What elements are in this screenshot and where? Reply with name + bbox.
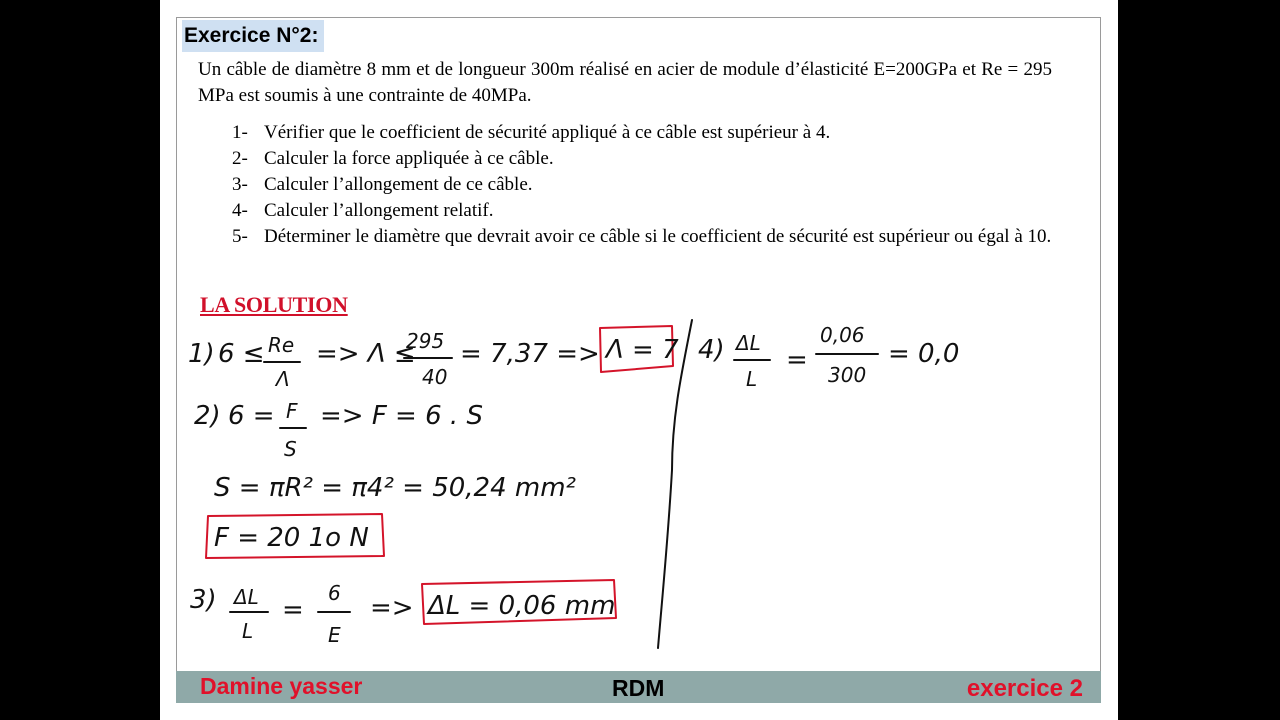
step4-fraction2-numerator: 0,06 (820, 323, 865, 347)
question-number: 5- (232, 226, 248, 247)
question-number: 4- (232, 200, 248, 221)
question-number: 3- (232, 174, 248, 195)
footer-exercise-label: exercice 2 (966, 675, 1083, 702)
column-divider (658, 320, 692, 648)
step3-arrow: => (370, 593, 414, 623)
step2-fraction-denominator: S (284, 437, 297, 461)
step4-fraction2-denominator: 300 (828, 363, 867, 387)
step4-equals: = (786, 345, 808, 375)
step1-fraction2-denominator: 40 (422, 365, 448, 389)
step3-label: 3) (190, 585, 217, 615)
step2-rest: => F = 6 . S (320, 401, 483, 431)
question-text: Calculer l’allongement de ce câble. (264, 174, 533, 195)
step3-equals: = (282, 595, 304, 625)
question-text: Vérifier que le coefficient de sécurité appliqué à ce câble est supérieur à 4. (264, 122, 831, 143)
step1-boxed-answer: Λ = 7 (606, 335, 679, 365)
step1-label: 1) (188, 339, 215, 369)
step1-fraction2-numerator: 295 (406, 329, 445, 353)
exercise-title: Exercice N°2: (182, 20, 324, 52)
step2-boxed-answer: F = 20 1o N (214, 523, 369, 553)
step3-fraction2-numerator: 6 (328, 581, 341, 605)
question-number: 2- (232, 148, 248, 169)
step2-label: 2) (194, 401, 221, 431)
footer-course: RDM (612, 675, 665, 701)
step1-fraction1-denominator: Λ (276, 367, 290, 391)
step1-fraction1-numerator: Re (268, 333, 295, 357)
question-text: Déterminer le diamètre que devrait avoir ce câble si le coefficient de sécurité est supérieur ou égal à 10. (264, 226, 1052, 247)
question-number: 1- (232, 122, 248, 143)
step4-fraction1-denominator: L (746, 367, 758, 391)
question-text: Calculer l’allongement relatif. (264, 200, 494, 221)
step3-fraction1-denominator: L (242, 619, 254, 643)
step3-fraction2-denominator: E (328, 623, 341, 647)
step2-fraction-numerator: F (286, 399, 298, 423)
step4-rest: = 0,0 (888, 339, 960, 369)
footer-bar (176, 671, 1101, 703)
solution-title: LA SOLUTION (200, 292, 348, 317)
footer-author: Damine yasser (200, 673, 363, 699)
slide-page (160, 0, 1118, 720)
step2-area: S = πR² = π4² = 50,24 mm² (214, 473, 576, 503)
question-text: Calculer la force appliquée à ce câble. (264, 148, 554, 169)
exercise-statement: Un câble de diamètre 8 mm et de longueur 300m réalisé en acier de module d’élasticité E=200GPa et Re = 295 MPa est soumis à une contrainte de 40MPa. (198, 59, 1052, 106)
step2-lhs: 6 = (228, 401, 275, 431)
step3-boxed-answer: ΔL = 0,06 mm (428, 591, 616, 621)
step4-fraction1-numerator: ΔL (736, 331, 761, 355)
step3-fraction1-numerator: ΔL (234, 585, 259, 609)
step1-arrow: => Λ ≤ (316, 339, 416, 369)
step1-lhs: 6 ≤ (218, 339, 265, 369)
step4-label: 4) (698, 335, 725, 365)
step1-result: = 7,37 => (460, 339, 600, 369)
handwritten-solution (160, 0, 1118, 720)
